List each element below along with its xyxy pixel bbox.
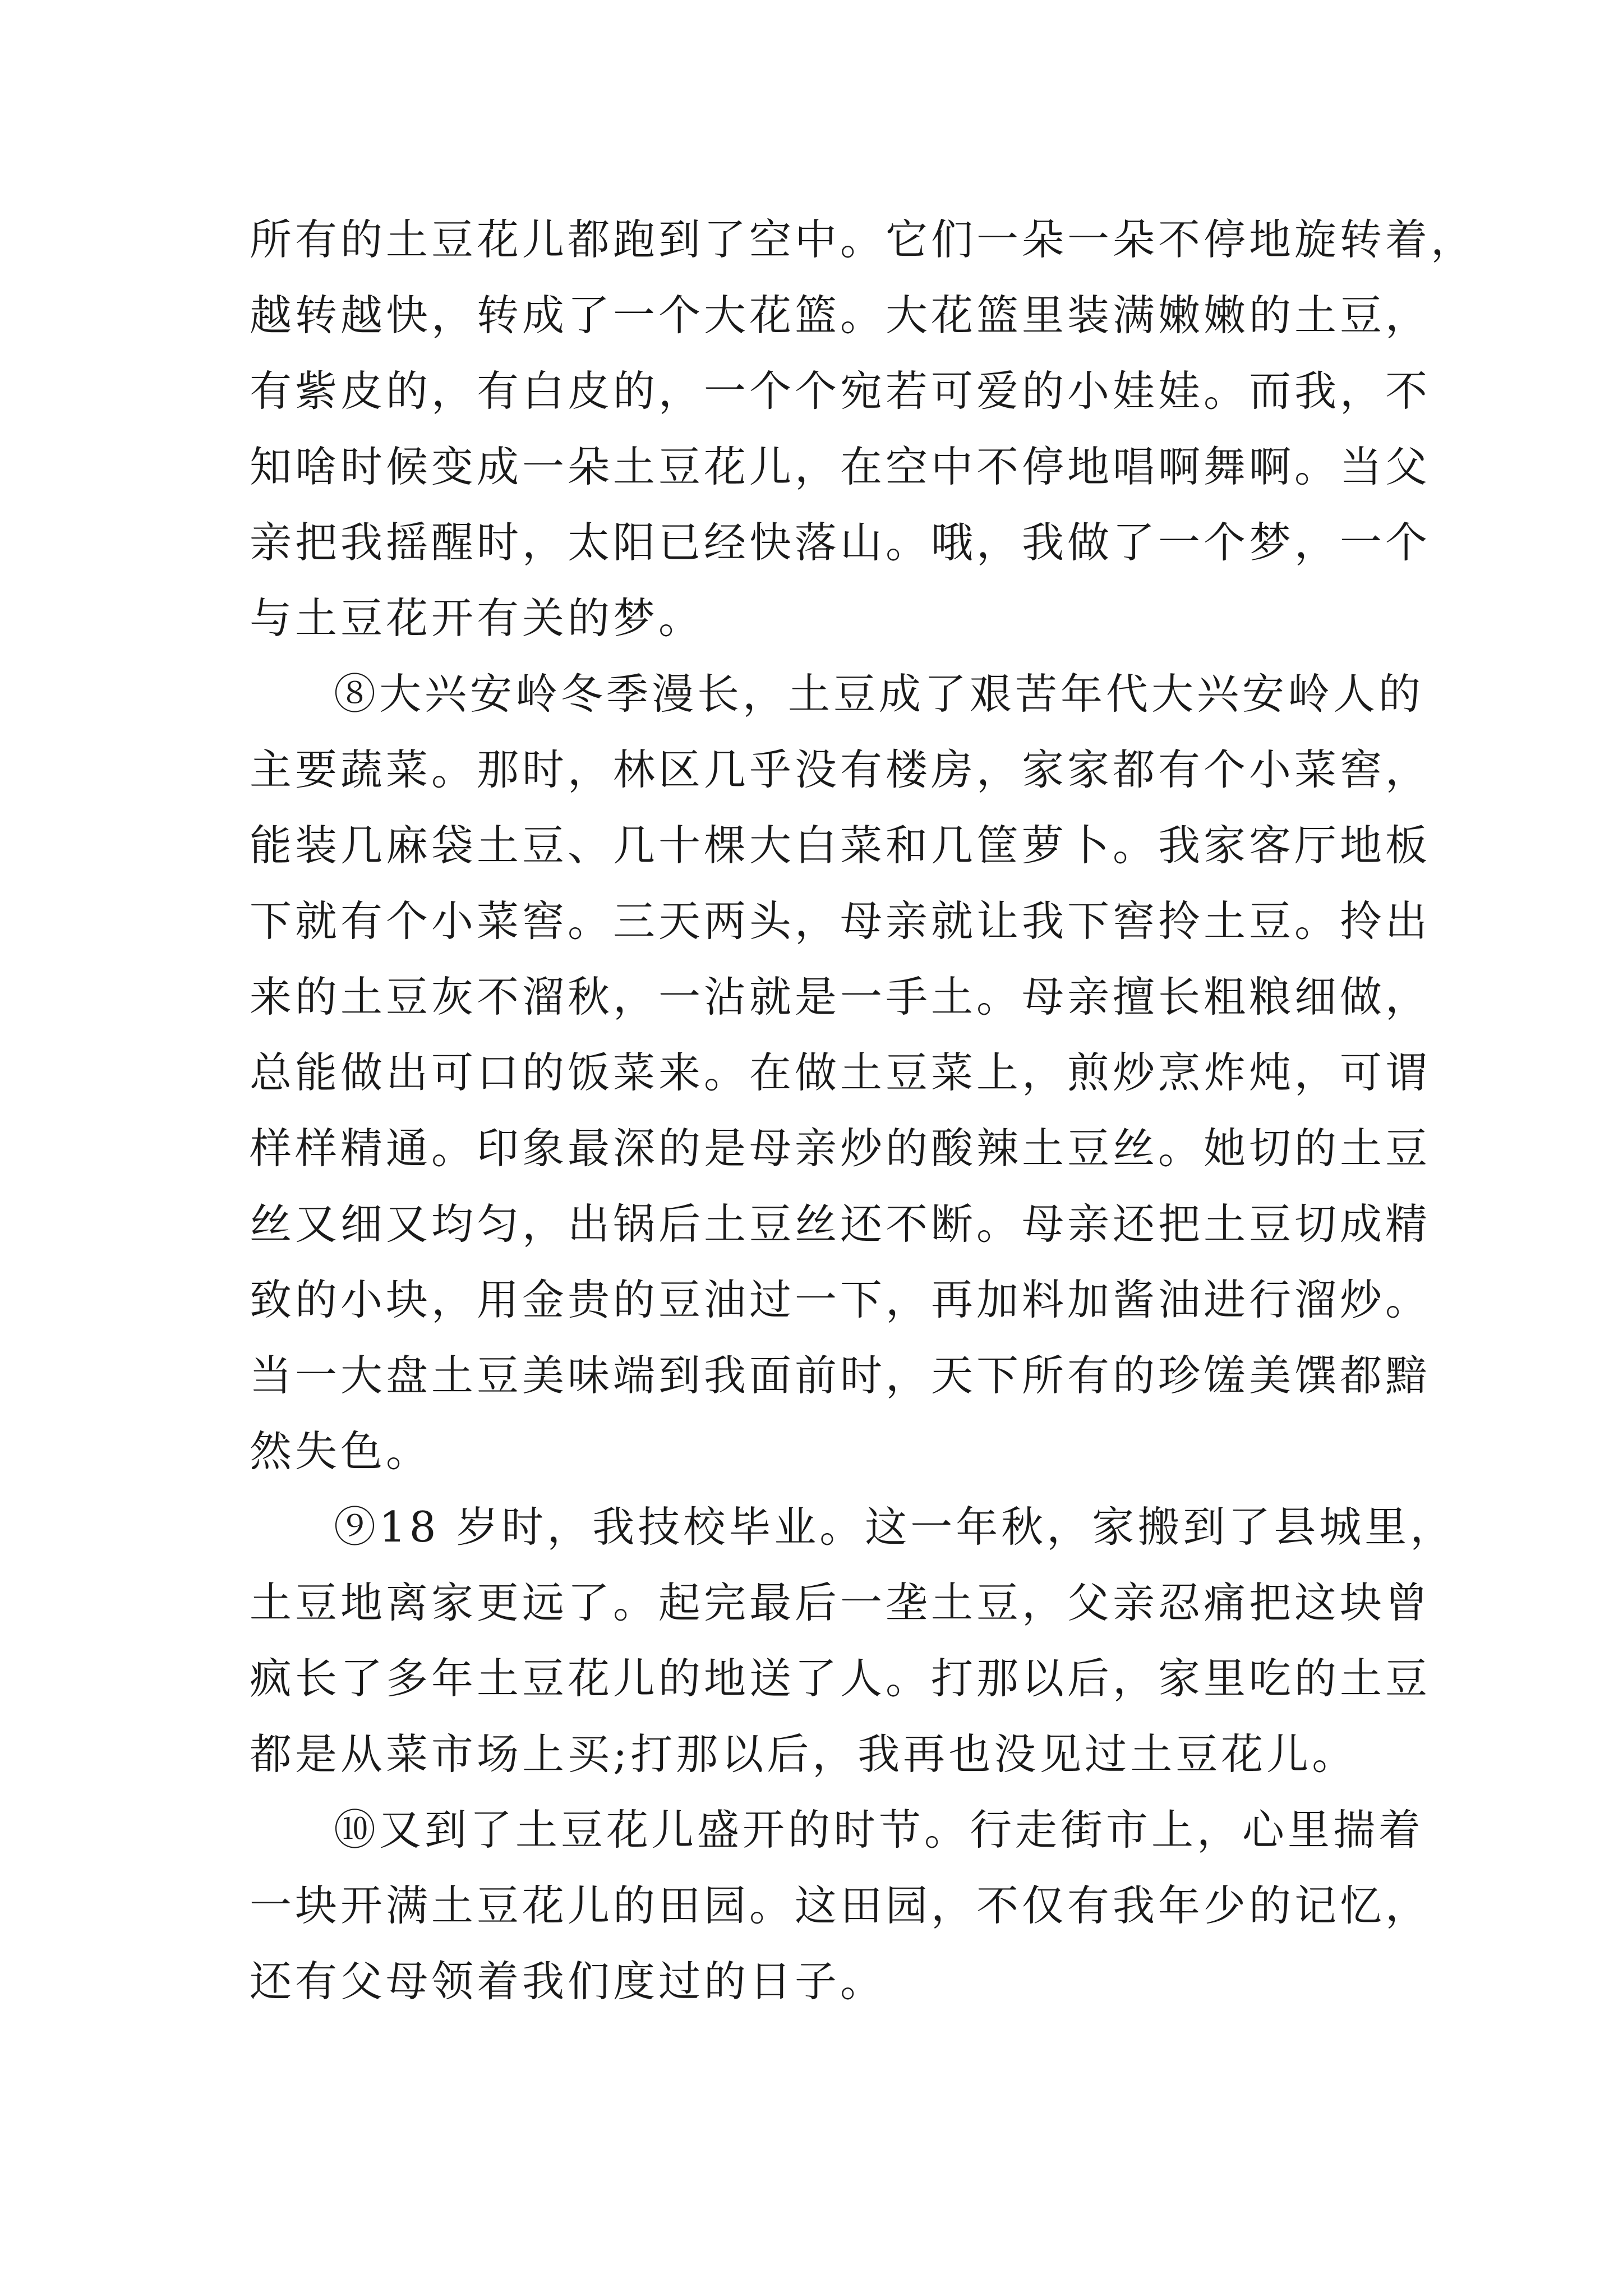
text-line: 丝又细又均匀，出锅后土豆丝还不断。母亲还把土豆切成精 [250,1199,1431,1249]
essay-text [250,202,1477,2019]
text-line: 与土豆花开有关的梦。 [250,593,704,643]
text-line: 当一大盘土豆美味端到我面前时，天下所有的珍馐美馔都黯 [250,1351,1431,1400]
text-line: 知啥时候变成一朵土豆花儿，在空中不停地唱啊舞啊。当父 [250,442,1431,491]
text-line: 还有父母领着我们度过的日子。 [250,1957,886,2006]
text-line: 主要蔬菜。那时，林区几乎没有楼房，家家都有个小菜窖， [250,745,1431,794]
paragraph-8 [250,656,1433,1489]
text-line: 样样精通。印象最深的是母亲炒的酸辣土豆丝。她切的土豆 [250,1124,1431,1173]
paragraph-7-continuation [250,202,1477,656]
text-line: ⑩又到了土豆花儿盛开的时节。行走街市上，心里揣着 [334,1805,1424,1855]
text-line: 一块开满土豆花儿的田园。这田园，不仅有我年少的记忆， [250,1881,1431,1930]
text-line: 能装几麻袋土豆、几十棵大白菜和几筐萝卜。我家客厅地板 [250,821,1431,870]
paragraph-9 [250,1489,1456,1792]
text-line: 都是从菜市场上买;打那以后，我再也没见过土豆花儿。 [250,1729,1358,1779]
text-line: 然失色。 [250,1427,432,1476]
text-line: 有紫皮的，有白皮的，一个个宛若可爱的小娃娃。而我，不 [250,366,1431,416]
text-line: 越转越快，转成了一个大花篮。大花篮里装满嫩嫩的土豆， [250,291,1431,340]
text-line: 亲把我摇醒时，太阳已经快落山。哦，我做了一个梦，一个 [250,518,1431,567]
text-line: 致的小块，用金贵的豆油过一下，再加料加酱油进行溜炒。 [250,1275,1431,1324]
text-line: ⑧大兴安岭冬季漫长，土豆成了艰苦年代大兴安岭人的 [334,669,1424,719]
text-line: 所有的土豆花儿都跑到了空中。它们一朵一朵不停地旋转着， [250,215,1477,264]
paragraph-10 [250,1792,1433,2019]
text-line: 疯长了多年土豆花儿的地送了人。打那以后，家里吃的土豆 [250,1654,1431,1703]
text-line: 总能做出可口的饭菜来。在做土豆菜上，煎炒烹炸炖，可谓 [250,1048,1431,1097]
text-line: 来的土豆灰不溜秋，一沾就是一手土。母亲擅长粗粮细做， [250,972,1431,1022]
text-line: 下就有个小菜窖。三天两头，母亲就让我下窖拎土豆。拎出 [250,896,1431,946]
text-line: 土豆地离家更远了。起完最后一垄土豆，父亲忍痛把这块曾 [250,1578,1431,1627]
text-line: ⑨18 岁时，我技校毕业。这一年秋，家搬到了县城里， [334,1502,1456,1552]
